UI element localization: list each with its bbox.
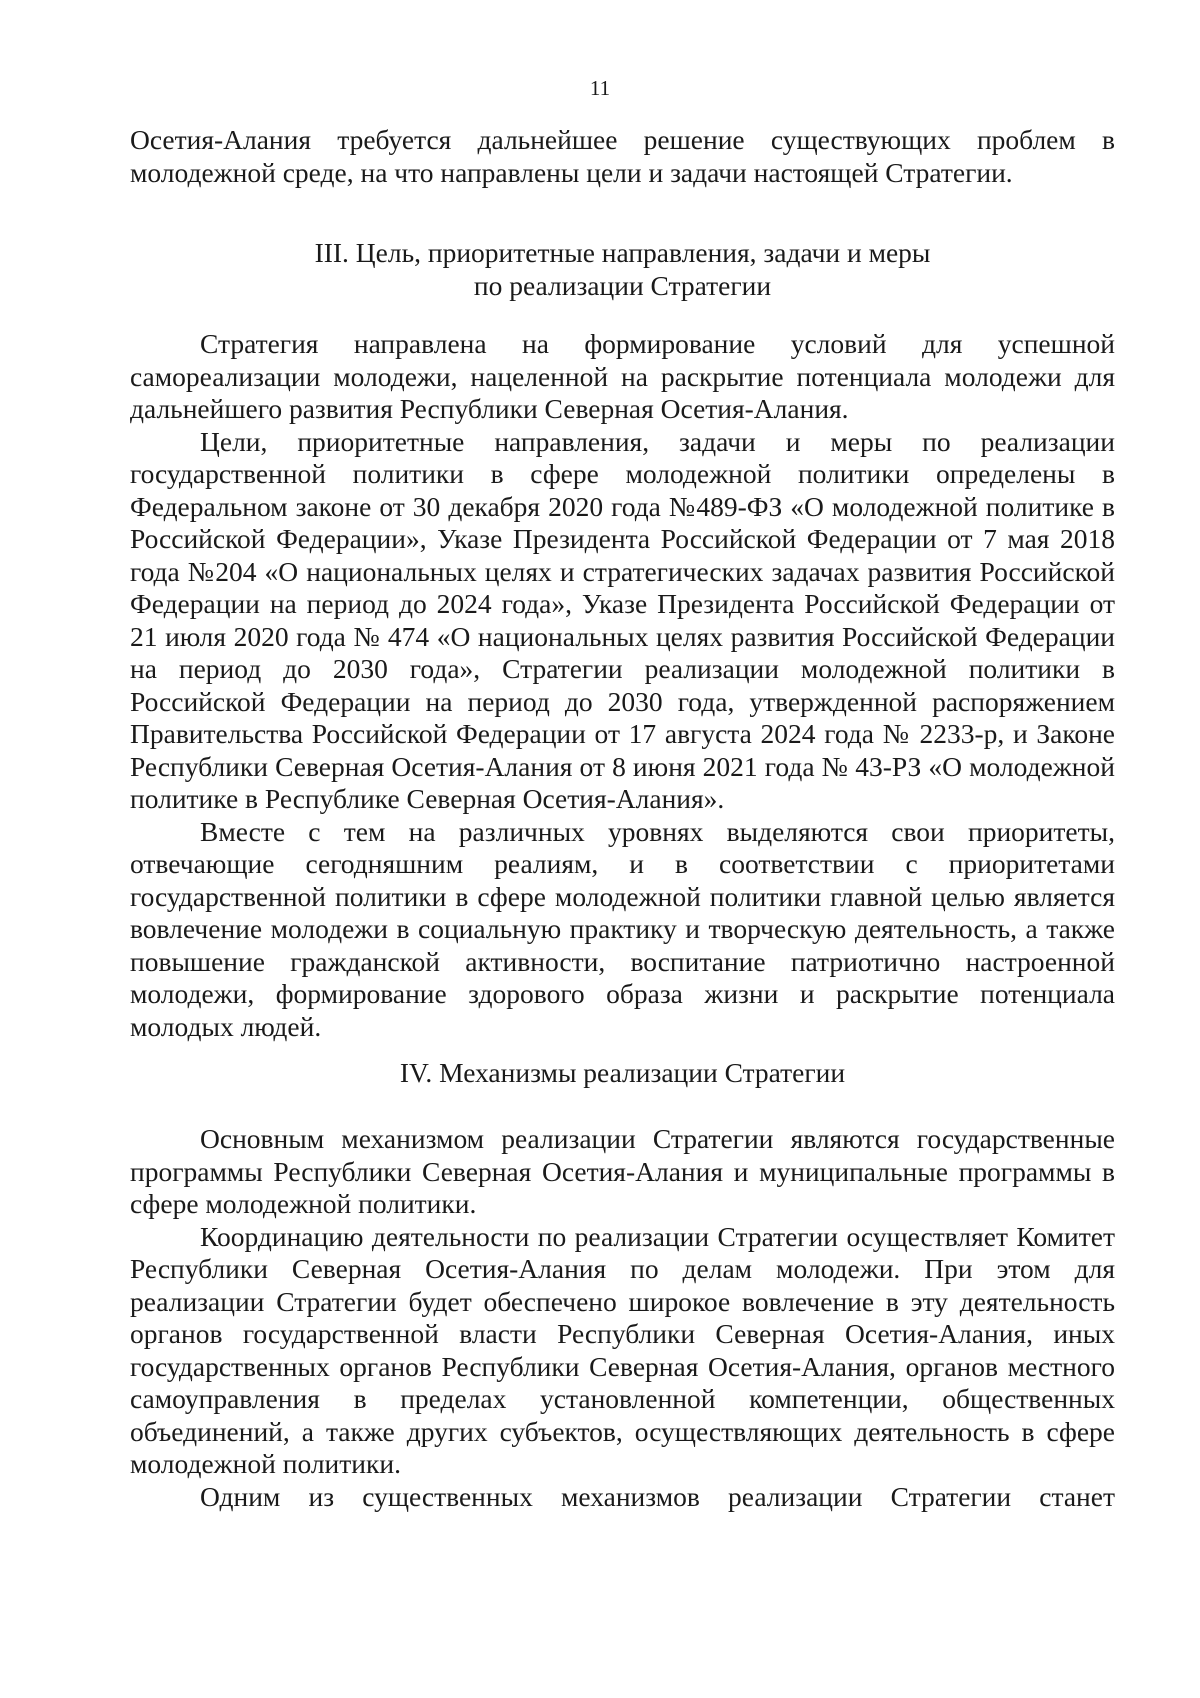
section3-heading <box>130 237 1115 302</box>
intro-paragraph: Осетия-Алания требуется дальнейшее решение существующих проблем в молодежной среде, на что направлены цели и задачи настоящей Стратегии. <box>130 124 1115 188</box>
section4-heading-line: IV. Механизмы реализации Стратегии <box>399 1057 846 1088</box>
intro-block <box>130 124 1115 189</box>
section4-heading <box>130 1057 1115 1090</box>
section4-body <box>130 1123 1115 1513</box>
section4-paragraph: Основным механизмом реализации Стратегии являются государственные программы Республики Северная Осетия-Алания и муниципальные программы в сфере молодежной политики. <box>130 1123 1115 1219</box>
section3-heading-line2: по реализации Стратегии <box>473 269 772 301</box>
section3-paragraph: Вместе с тем на различных уровнях выделяются свои приоритеты, отвечающие сегодняшним реалиям, и в соответствии с приоритетами государственной политики в сфере молодежной политики главной целью является вовлечение молодежи в социальную практику и творческую деятельность, а также повышение гражданской активности, воспитание патриотично настроенной молодежи, формирование здорового образа жизни и раскрытие потенциала молодых людей. <box>130 815 1115 1042</box>
section3-heading-line1: III. Цель, приоритетные направления, задачи и меры <box>314 237 931 268</box>
section4-paragraph: Одним из существенных механизмов реализации Стратегии станет <box>200 1480 1115 1512</box>
section4-paragraph: Координацию деятельности по реализации Стратегии осуществляет Комитет Республики Северная Осетия-Алания по делам молодежи. При этом для реализации Стратегии будет обеспечено широкое вовлечение в эту деятельность органов государственной власти Республики Северная Осетия-Алания, иных государственных органов Республики Северная Осетия-Алания, органов местного самоуправления в пределах установленной компетенции, общественных объединений, а также других субъектов, осуществляющих деятельность в сфере молодежной политики. <box>130 1220 1115 1479</box>
section3-paragraph: Стратегия направлена на формирование условий для успешной самореализации молодежи, нацеленной на раскрытие потенциала молодежи для дальнейшего развития Республики Северная Осетия-Алания. <box>130 328 1115 424</box>
section3-body <box>130 328 1115 1043</box>
page-number: 11 <box>589 76 611 100</box>
section3-paragraph: Цели, приоритетные направления, задачи и меры по реализации государственной политики в сфере молодежной политики определены в Федеральном законе от 30 декабря 2020 года №489-ФЗ «О молодежной политике в Российской Федерации», Указе Президента Российской Федерации от 7 мая 2018 года №204 «О национальных целях и стратегических задачах развития Российской Федерации на период до 2024 года», Указе Президента Российской Федерации от 21 июля 2020 года № 474 «О национальных целях развития Российской Федерации на период до 2030 года», Стратегии реализации молодежной политики в Российской Федерации на период до 2030 года, утвержденной распоряжением Правительства Российской Федерации от 17 августа 2024 года № 2233-р, и Законе Республики Северная Осетия-Алания от 8 июня 2021 года № 43-РЗ «О молодежной политике в Республике Северная Осетия-Алания». <box>130 425 1115 814</box>
